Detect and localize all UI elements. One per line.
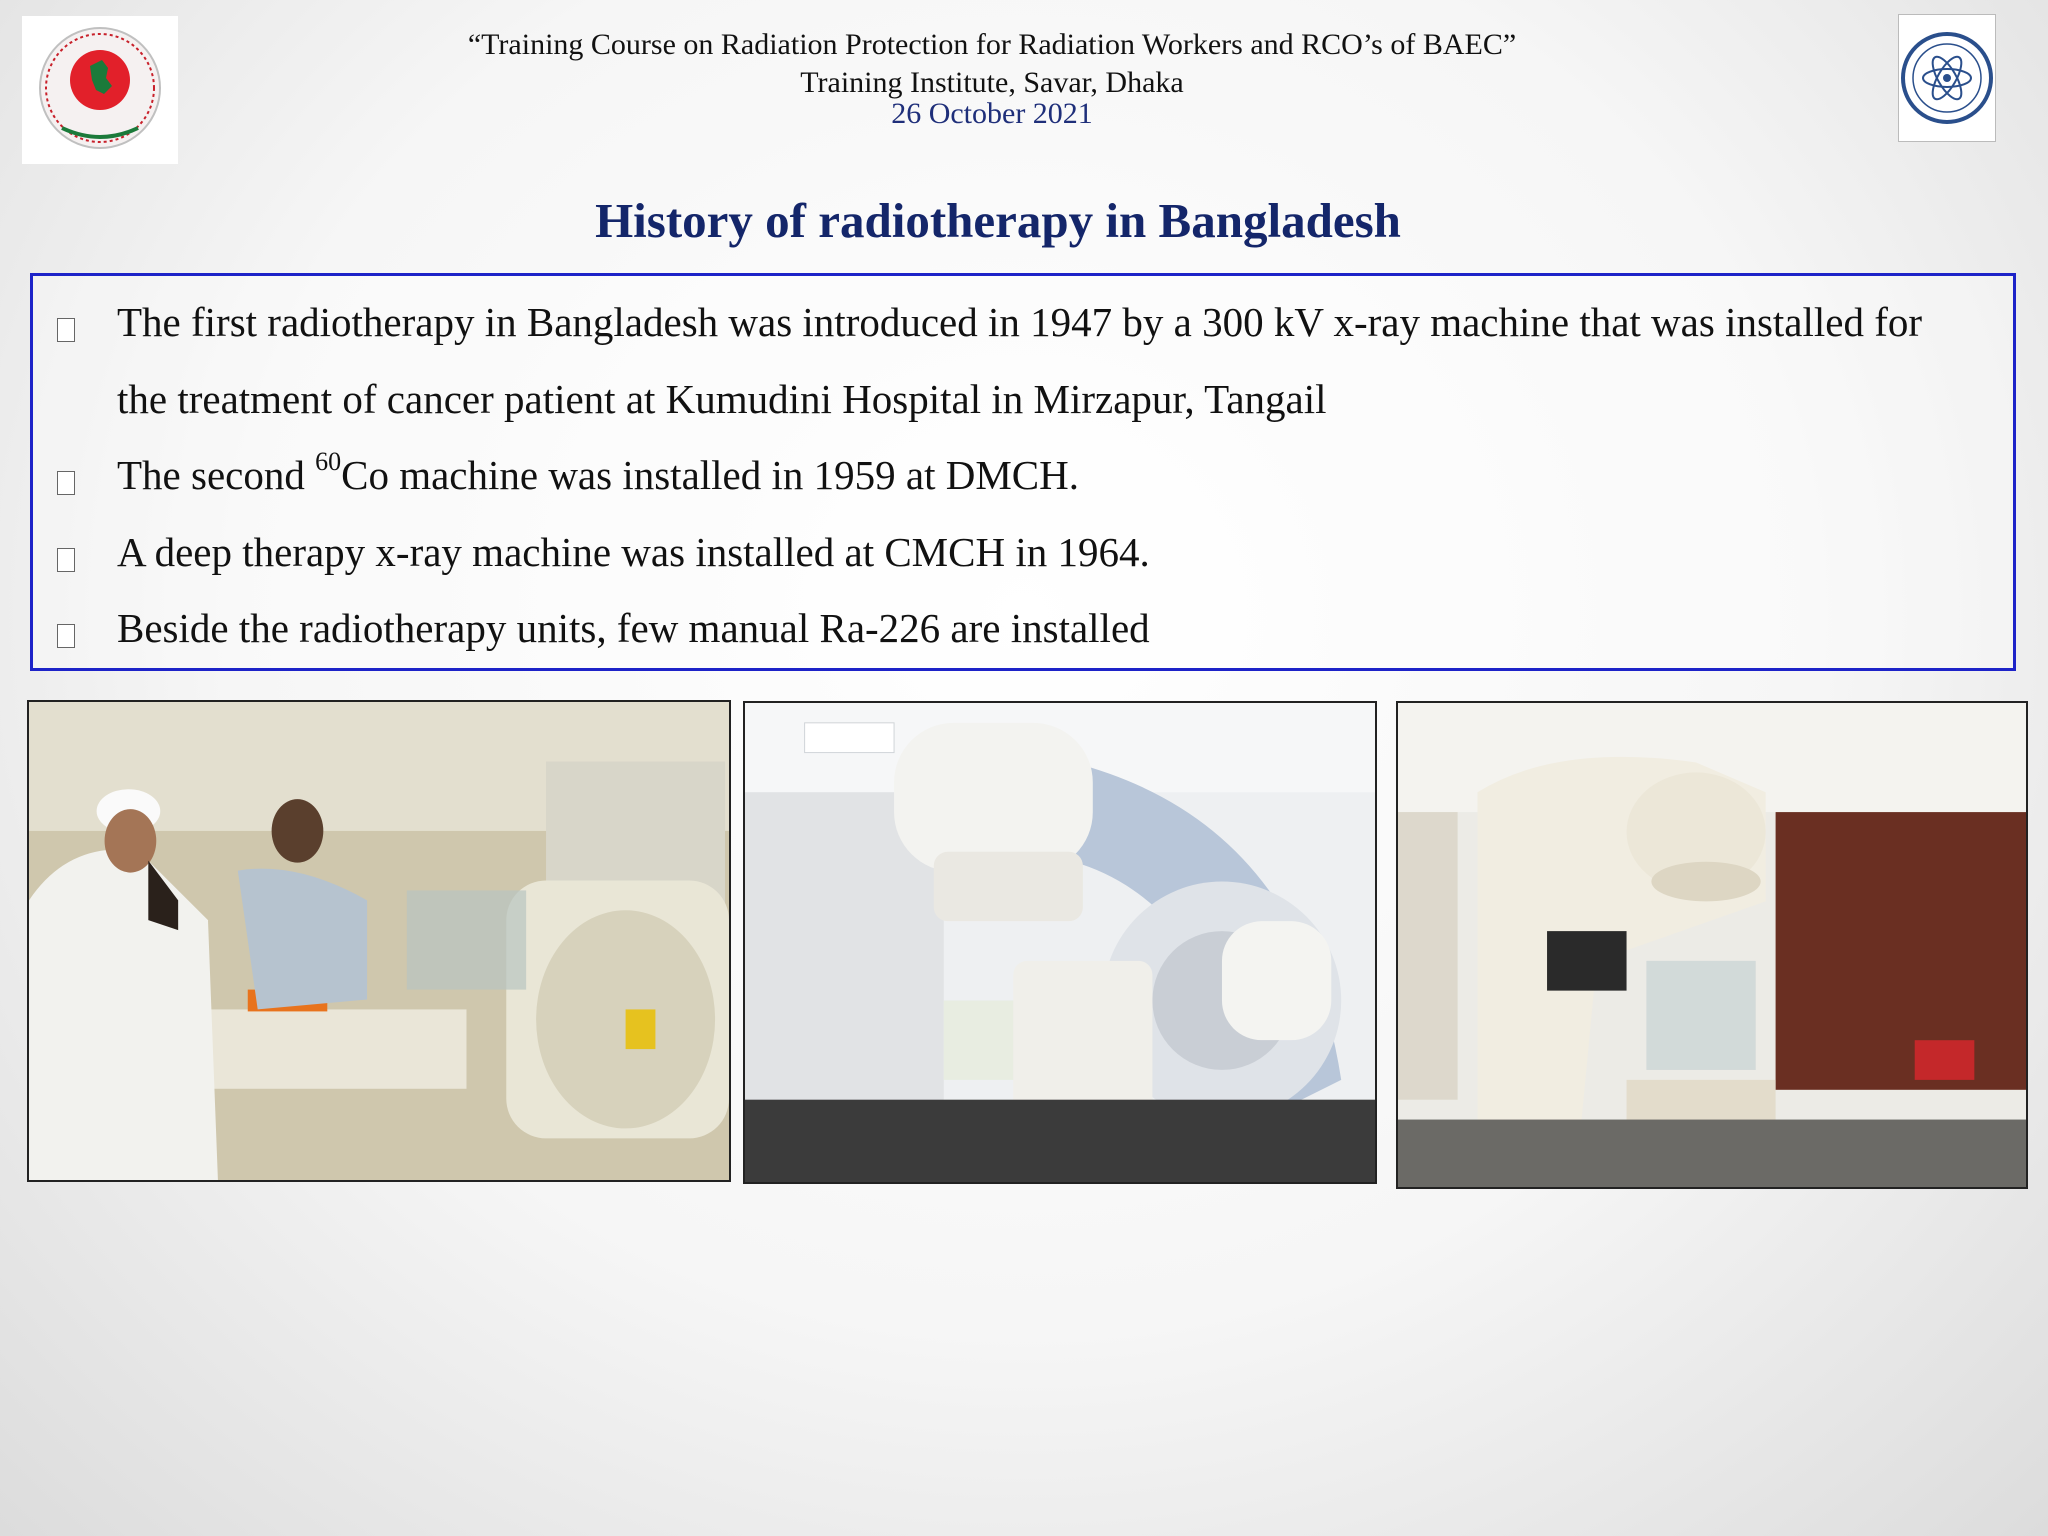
course-title: “Training Course on Radiation Protection for Radiation Workers and RCO’s of BAEC” — [467, 28, 1517, 61]
photo-linear-accelerator — [743, 701, 1377, 1184]
bullet-text: Beside the radiotherapy units, few manual Ra-226 are installed — [117, 605, 1150, 651]
photo-teletherapy-unit — [1396, 701, 2028, 1189]
bullet-text — [117, 447, 1079, 499]
event-date: 26 October 2021 — [891, 97, 1093, 130]
bullet-text: A deep therapy x-ray machine was installed at CMCH in 1964. — [117, 529, 1150, 575]
bullet-text-prefix: The second — [117, 452, 316, 498]
bullet-list-box — [30, 273, 2016, 671]
slide-title: History of radiotherapy in Bangladesh — [595, 193, 1401, 248]
photo-xray-room-workers — [27, 700, 731, 1182]
bullet-item — [33, 276, 2013, 352]
isotope-superscript: 60 — [315, 447, 342, 477]
bullet-text: the treatment of cancer patient at Kumudini Hospital in Mirzapur, Tangail — [117, 376, 1327, 422]
bullet-item-continuation — [33, 353, 2013, 429]
checkbox-bullet-icon — [57, 471, 75, 495]
bullet-text: The first radiotherapy in Bangladesh was introduced in 1947 by a 300 kV x-ray machine that was installed for — [117, 299, 1923, 345]
checkbox-bullet-icon — [57, 548, 75, 572]
bullet-text-suffix: Co machine was installed in 1959 at DMCH. — [341, 452, 1079, 498]
institute-name: Training Institute, Savar, Dhaka — [800, 66, 1184, 99]
bullet-item — [33, 582, 2013, 658]
checkbox-bullet-icon — [57, 624, 75, 648]
checkbox-bullet-icon — [57, 318, 75, 342]
bullet-item — [33, 429, 2013, 505]
bullet-item — [33, 506, 2013, 582]
